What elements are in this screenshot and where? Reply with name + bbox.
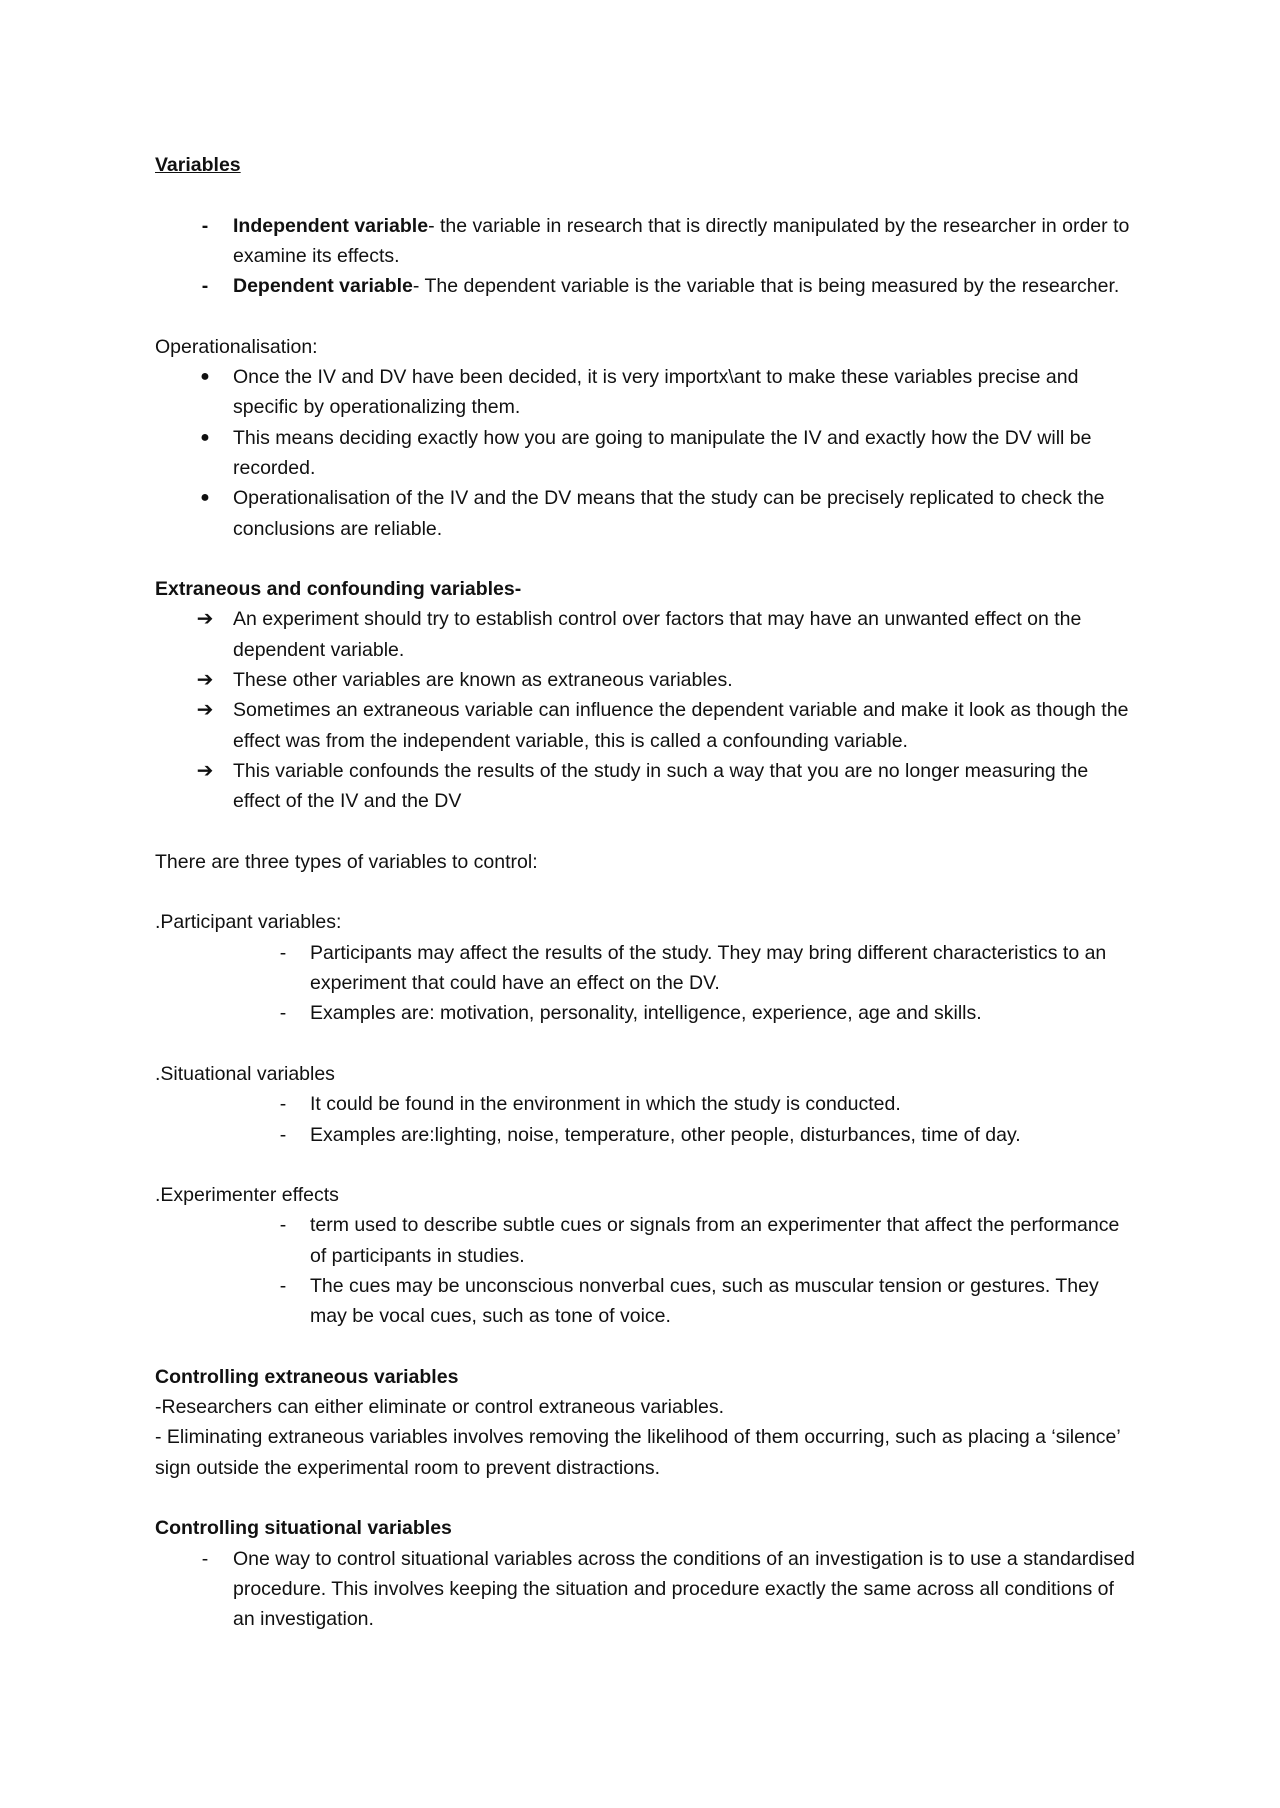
list-item-text: The cues may be unconscious nonverbal cues, such as muscular tension or gestures. They may be vocal cues, such as tone of voice.: [310, 1274, 1099, 1328]
experimenter-list: [155, 1210, 1135, 1331]
page-title: Variables: [155, 154, 241, 176]
list-item: [155, 756, 1135, 817]
bullet-icon: ●: [200, 489, 210, 507]
list-item: [155, 938, 1135, 999]
controlling-extraneous-heading: Controlling extraneous variables: [155, 1365, 459, 1388]
list-item-text: Examples are: motivation, personality, intelligence, experience, age and skills.: [310, 1002, 982, 1025]
arrow-icon: ➔: [196, 759, 214, 782]
list-item-text: An experiment should try to establish control over factors that may have an unwanted effect on the dependent variable.: [233, 608, 1082, 661]
list-item-text: Participants may affect the results of the study. They may bring different characteristics to an experiment that could have an effect on the DV.: [310, 941, 1107, 995]
participant-list: [155, 938, 1135, 1029]
list-item-text: term used to describe subtle cues or signals from an experimenter that affect the performance of participants in studies.: [310, 1214, 1120, 1267]
dash-marker: -: [201, 214, 209, 237]
controlling-situational-list: [155, 1544, 1135, 1635]
controlling-situational-heading: Controlling situational variables: [155, 1517, 452, 1540]
arrow-icon: ➔: [196, 669, 214, 692]
list-item: [155, 1210, 1135, 1271]
list-item-text: Once the IV and DV have been decided, it is very importx\ant to make these variables precise and specific by operationalizing them.: [233, 366, 1079, 419]
list-item: [155, 271, 1135, 301]
list-item: [155, 1271, 1135, 1332]
three-types-intro: There are three types of variables to control:: [155, 850, 538, 873]
list-item: [155, 998, 1135, 1028]
bullet-icon: ●: [200, 368, 210, 386]
list-item-text: It could be found in the environment in which the study is conducted.: [310, 1093, 901, 1116]
variable-definitions-list: [155, 211, 1135, 302]
list-item: [155, 362, 1135, 423]
paragraph: -Researchers can either eliminate or control extraneous variables.: [155, 1396, 725, 1419]
extraneous-list: [155, 604, 1135, 816]
list-item: [155, 211, 1135, 272]
dash-marker: -: [279, 941, 287, 964]
list-item: [155, 1120, 1135, 1150]
list-item: [155, 483, 1135, 544]
list-item-text: Examples are:lighting, noise, temperature, other people, disturbances, time of day.: [310, 1123, 1021, 1146]
dash-marker: -: [201, 1547, 209, 1570]
dash-marker: -: [279, 1002, 287, 1025]
dash-marker: -: [279, 1123, 287, 1146]
term-independent-variable: Independent variable: [233, 214, 429, 237]
experimenter-heading: .Experimenter effects: [155, 1184, 339, 1207]
operationalisation-heading: Operationalisation:: [155, 335, 318, 358]
list-item-text: This variable confounds the results of the study in such a way that you are no longer measuring the effect of the IV and the DV: [233, 759, 1089, 813]
list-item-text: These other variables are known as extraneous variables.: [233, 669, 733, 692]
participant-heading: .Participant variables:: [155, 911, 342, 934]
dash-marker: -: [279, 1214, 287, 1237]
list-item: [155, 423, 1135, 484]
dash-marker: -: [201, 275, 209, 298]
list-item: [155, 1089, 1135, 1119]
definition-text: - The dependent variable is the variable that is being measured by the researcher.: [412, 275, 1120, 298]
list-item: [155, 665, 1135, 695]
list-item: [155, 604, 1135, 665]
list-item-text: Operationalisation of the IV and the DV means that the study can be precisely replicated to check the conclusions are reliable.: [233, 487, 1105, 540]
situational-list: [155, 1089, 1135, 1150]
list-item-text: Sometimes an extraneous variable can influence the dependent variable and make it look as though the effect was from the independent variable, this is called a confounding variable.: [233, 699, 1129, 752]
definition-text: - the variable in research that is directly manipulated by the researcher in order to examine its effects.: [233, 214, 1130, 267]
dash-marker: -: [279, 1274, 287, 1297]
situational-heading: .Situational variables: [155, 1062, 335, 1085]
term-dependent-variable: Dependent variable: [233, 275, 413, 298]
arrow-icon: ➔: [196, 608, 214, 631]
operationalisation-list: [155, 362, 1135, 544]
arrow-icon: ➔: [196, 699, 214, 722]
dash-marker: -: [279, 1093, 287, 1116]
list-item-text: One way to control situational variables across the conditions of an investigation is to use a standardised procedure. This involves keeping the situation and procedure exactly the same across all conditions of an investigation.: [233, 1547, 1135, 1631]
bullet-icon: ●: [200, 428, 210, 446]
list-item-text: This means deciding exactly how you are going to manipulate the IV and exactly how the DV will be recorded.: [233, 426, 1092, 479]
document-page: [155, 150, 1135, 1635]
list-item: [155, 1544, 1135, 1635]
list-item: [155, 695, 1135, 756]
extraneous-heading: Extraneous and confounding variables-: [155, 578, 522, 601]
paragraph: - Eliminating extraneous variables involves removing the likelihood of them occurring, such as placing a ‘silence’ sign outside the experimental room to prevent distractions.: [155, 1426, 1121, 1479]
